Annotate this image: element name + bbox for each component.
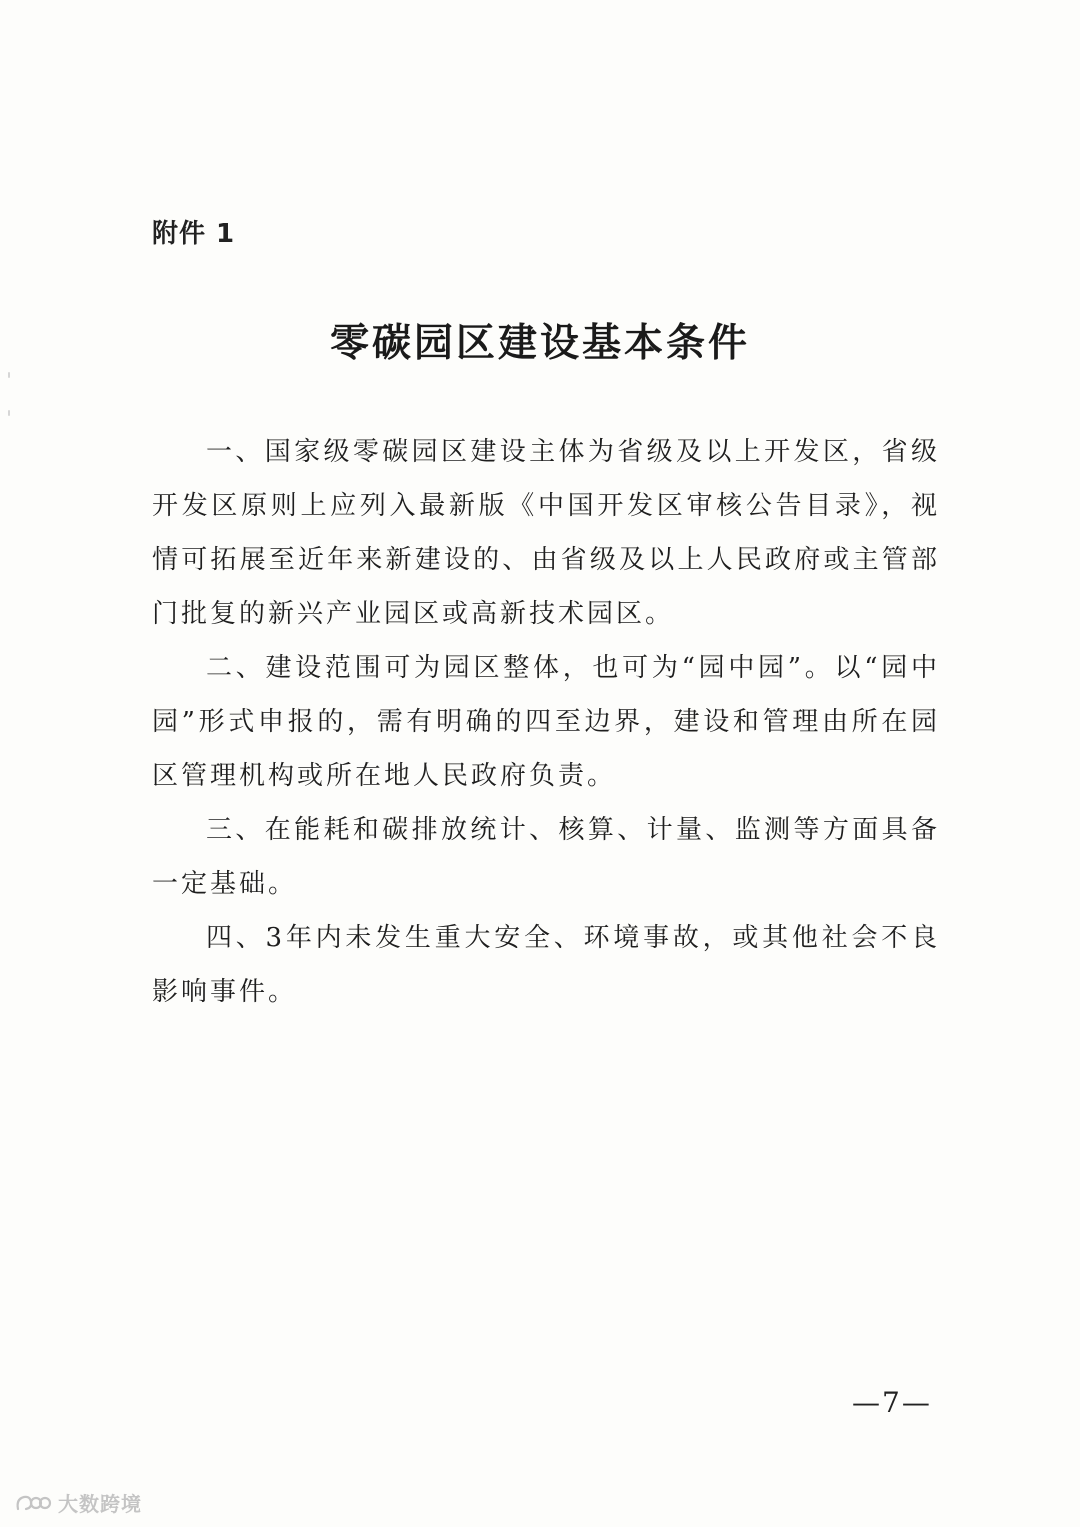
document-body bbox=[152, 425, 940, 1019]
page-number: —7— bbox=[852, 1386, 932, 1419]
paragraph-1: 一、国家级零碳园区建设主体为省级及以上开发区，省级开发区原则上应列入最新版《中国开发区审核公告目录》，视情可拓展至近年来新建设的、由省级及以上人民政府或主管部门批复的新兴产业园区或高新技术园区。 bbox=[152, 437, 940, 629]
dashu-logo-icon bbox=[14, 1491, 52, 1515]
watermark bbox=[14, 1488, 142, 1517]
scan-speck bbox=[8, 372, 10, 378]
paragraph-3: 三、在能耗和碳排放统计、核算、计量、监测等方面具备一定基础。 bbox=[152, 815, 940, 899]
scan-speck bbox=[8, 410, 10, 416]
paragraph-2: 二、建设范围可为园区整体，也可为“园中园”。以“园中园”形式申报的，需有明确的四至边界，建设和管理由所在园区管理机构或所在地人民政府负责。 bbox=[152, 653, 940, 791]
paragraph-4: 四、3年内未发生重大安全、环境事故，或其他社会不良影响事件。 bbox=[152, 923, 940, 1007]
watermark-text: 大数跨境 bbox=[58, 1492, 142, 1516]
page-title: 零碳园区建设基本条件 bbox=[329, 321, 750, 366]
attachment-label: 附件 1 bbox=[152, 219, 236, 249]
